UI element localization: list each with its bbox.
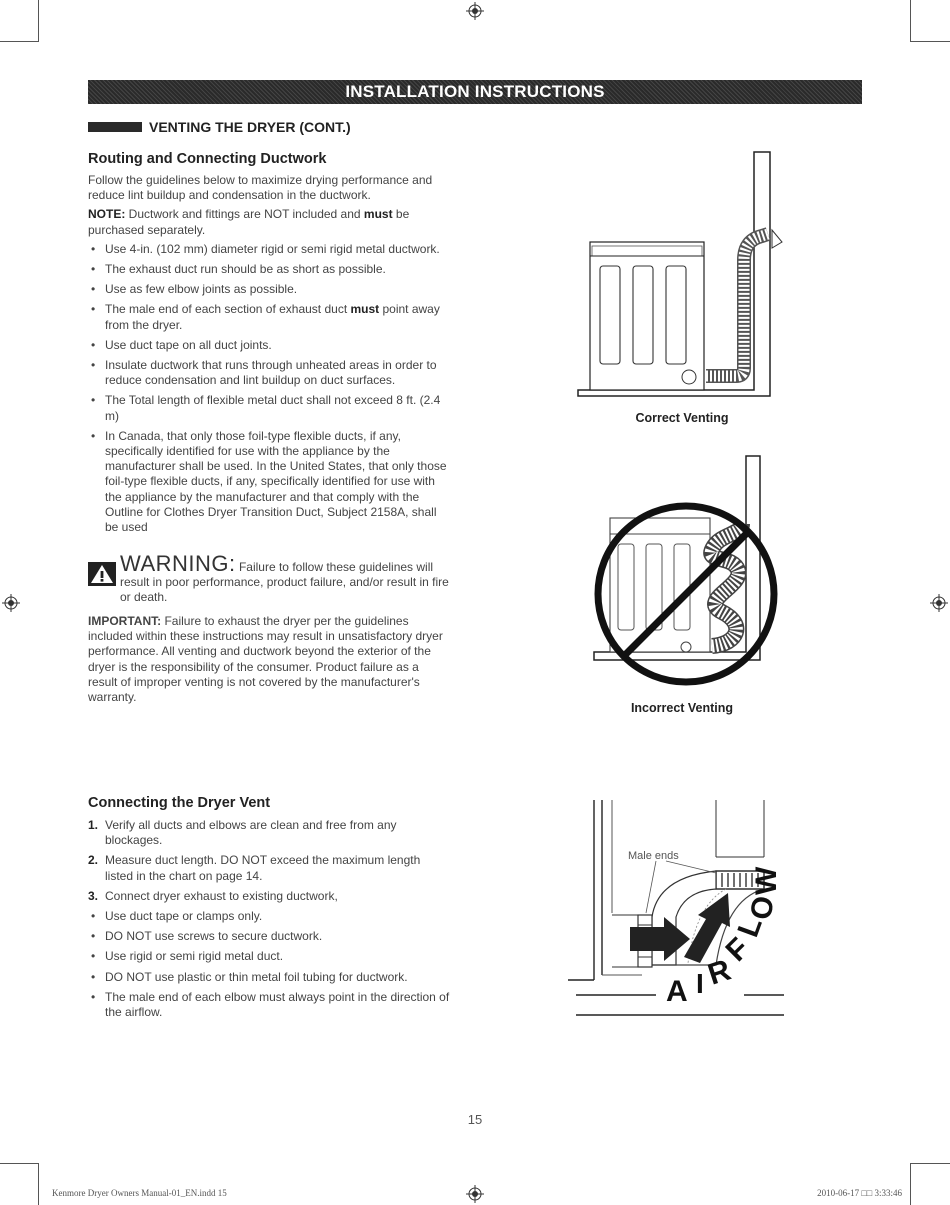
note-text-2: be purchased separately. [88,207,410,237]
note-label: NOTE: [88,207,126,222]
step-text: Connect dryer exhaust to existing ductwork, [105,888,338,903]
male-end-text-2: point away from the dryer. [105,302,440,332]
warning-block [88,551,450,606]
crop-mark [0,1163,38,1164]
step-item [88,818,450,848]
list-item: • DO NOT use plastic or thin metal foil tubing for ductwork. [88,970,450,985]
list-item: • The Total length of flexible metal duct shall not exceed 8 ft. (2.4 m) [88,393,450,423]
important-note [88,614,450,705]
list-item: • Use rigid or semi rigid metal duct. [88,949,450,964]
connecting-heading: Connecting the Dryer Vent [88,795,271,811]
routing-heading: Routing and Connecting Ductwork [88,151,327,167]
correct-venting-illustration [576,150,796,405]
list-item: • Use 4-in. (102 mm) diameter rigid or semi rigid metal ductwork. [88,242,450,257]
list-item: • In Canada, that only those foil-type flexible ducts, if any, specifically identified for use with the appliance by the manufacturer shall be used. In the United States, that only those foil-type flexible ducts, if any, specifically identified for use with the appliance by the manufacturer and that comply with the Outline for Clothes Dryer Transition Duct, Subject 2158A, shall be used [88,429,450,535]
male-end-text-1: The male end of each section of exhaust duct [105,302,351,317]
section-marker-bar [88,122,142,132]
crop-mark [910,0,911,42]
list-item: • The exhaust duct run should be as short as possible. [88,262,450,277]
warning-message: Failure to follow these guidelines will result in poor performance, product failure, and/or result in fire or death. [120,560,449,605]
airflow-letter: O [744,893,781,923]
note-must: must [363,207,393,222]
warning-triangle-icon [88,562,116,586]
warning-text [120,551,450,606]
registration-mark-icon [930,594,948,612]
correct-venting-caption: Correct Venting [635,411,729,425]
step-number: 1. [88,818,99,832]
male-ends-label: Male ends [628,850,679,862]
airflow-letter: L [731,912,769,942]
airflow-letter: F [719,931,756,968]
step-item [88,889,450,904]
airflow-letter: R [703,953,735,992]
crop-mark [0,41,38,42]
airflow-letter: A [666,975,688,1008]
connecting-body [88,818,450,1025]
connecting-steps [88,818,450,904]
list-item: • Use duct tape or clamps only. [88,909,450,924]
crop-mark [911,1163,950,1164]
step-text: Measure duct length. DO NOT exceed the maximum length listed in the chart on page 14. [105,853,421,883]
step-item [88,853,450,883]
banner-title: INSTALLATION INSTRUCTIONS [345,82,605,101]
registration-mark-icon [466,2,484,20]
important-label: IMPORTANT: [88,614,162,628]
routing-intro: Follow the guidelines below to maximize drying performance and reduce lint buildup and condensation in the ductwork. [88,173,433,203]
warning-word: WARNING: [120,551,236,576]
routing-bullet-list [88,242,450,535]
important-text: Failure to exhaust the dryer per the guidelines included within these instructions may result in unsatisfactory dryer performance. All venting and ductwork beyond the exterior of the dryer is the responsibility of the consumer. Product failure as a result of improper venting is not covered by the manufacturer's warranty. [88,614,443,705]
list-item: • Use as few elbow joints as possible. [88,282,450,297]
step-number: 2. [88,853,99,868]
section-title: VENTING THE DRYER (CONT.) [149,119,351,135]
step-text: Verify all ducts and elbows are clean and free from any blockages. [105,818,397,848]
list-item: • DO NOT use screws to secure ductwork. [88,929,450,944]
footer-timestamp: 2010-06-17 □□ 3:33:46 [817,1188,902,1198]
list-item: • The male end of each elbow must always point in the direction of the airflow. [88,990,450,1020]
crop-mark [38,1163,39,1205]
registration-mark-icon [466,1185,484,1203]
crop-mark [911,41,950,42]
list-item [88,302,450,332]
male-end-must: must [350,302,380,317]
airflow-elbow-illustration [566,795,796,1020]
connecting-bullet-list [88,909,450,1020]
footer-filename: Kenmore Dryer Owners Manual-01_EN.indd 15 [52,1188,227,1198]
step-number: 3. [88,888,99,903]
routing-note [88,207,450,237]
section-banner [88,80,862,104]
crop-mark [910,1163,911,1205]
incorrect-venting-caption: Incorrect Venting [630,701,734,715]
routing-body [88,173,450,540]
note-text-1: Ductwork and fittings are NOT included and [125,207,364,222]
list-item: • Insulate ductwork that runs through unheated areas in order to reduce condensation and lint buildup on duct surfaces. [88,358,450,388]
list-item: • Use duct tape on all duct joints. [88,338,450,353]
incorrect-venting-illustration [566,454,806,694]
crop-mark [38,0,39,42]
airflow-letter: I [696,968,704,999]
airflow-letter: W [750,866,783,895]
page-number: 15 [467,1112,483,1127]
registration-mark-icon [2,594,20,612]
